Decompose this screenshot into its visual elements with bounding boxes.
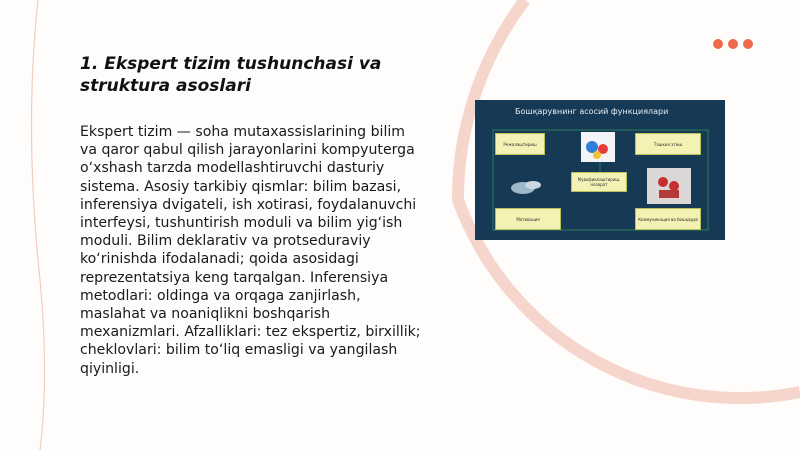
box-motivation: Мотивация xyxy=(495,208,561,230)
image-heading: Бошқарувнинг асосий функциялари xyxy=(515,107,669,116)
slide-title: 1. Ekspert tizim tushunchasi va struktura asoslari xyxy=(80,54,382,96)
hands-icon xyxy=(511,181,541,194)
paint-palette-icon xyxy=(581,132,615,162)
box-organizing: Ташкил этиш xyxy=(635,133,701,155)
management-functions-image xyxy=(475,100,725,240)
dot xyxy=(713,39,723,49)
people-icon xyxy=(647,168,691,204)
dot xyxy=(728,39,738,49)
box-coordination: Мувофиқлаштириш, назорат xyxy=(571,172,627,192)
box-planning: Режалаштириш xyxy=(495,133,545,155)
menu-dots-icon xyxy=(713,39,753,49)
dot xyxy=(743,39,753,49)
slide-body-text: Ekspert tizim — soha mutaxassislarining bilim va qaror qabul qilish jarayonlarini kompyuterga o‘xshash tarzda modellashtiruvchi dasturiy sistema. Asosiy tarkibiy qismlar: bilim bazasi, inferensiya dvigateli, ish xotirasi, foydalanuvchi interfeysi, tushuntirish moduli va bilim yig‘ish moduli. Bilim deklarativ va protseduraviy ko‘rinishda ifodalanadi; qoida asosidagi reprezentatsiya keng tarqalgan. Inferensiya metodlari: oldinga va orqaga zanjirlash, maslahat va noaniqlikni boshqarish mexanizmlari. Afzalliklari: tez ekspertiz, birxillik; cheklovlari: bilim to‘liq emasligi va yangilash qiyinligi. xyxy=(80,124,421,377)
box-communication: Коммуникация ва бошқарув xyxy=(635,208,701,230)
